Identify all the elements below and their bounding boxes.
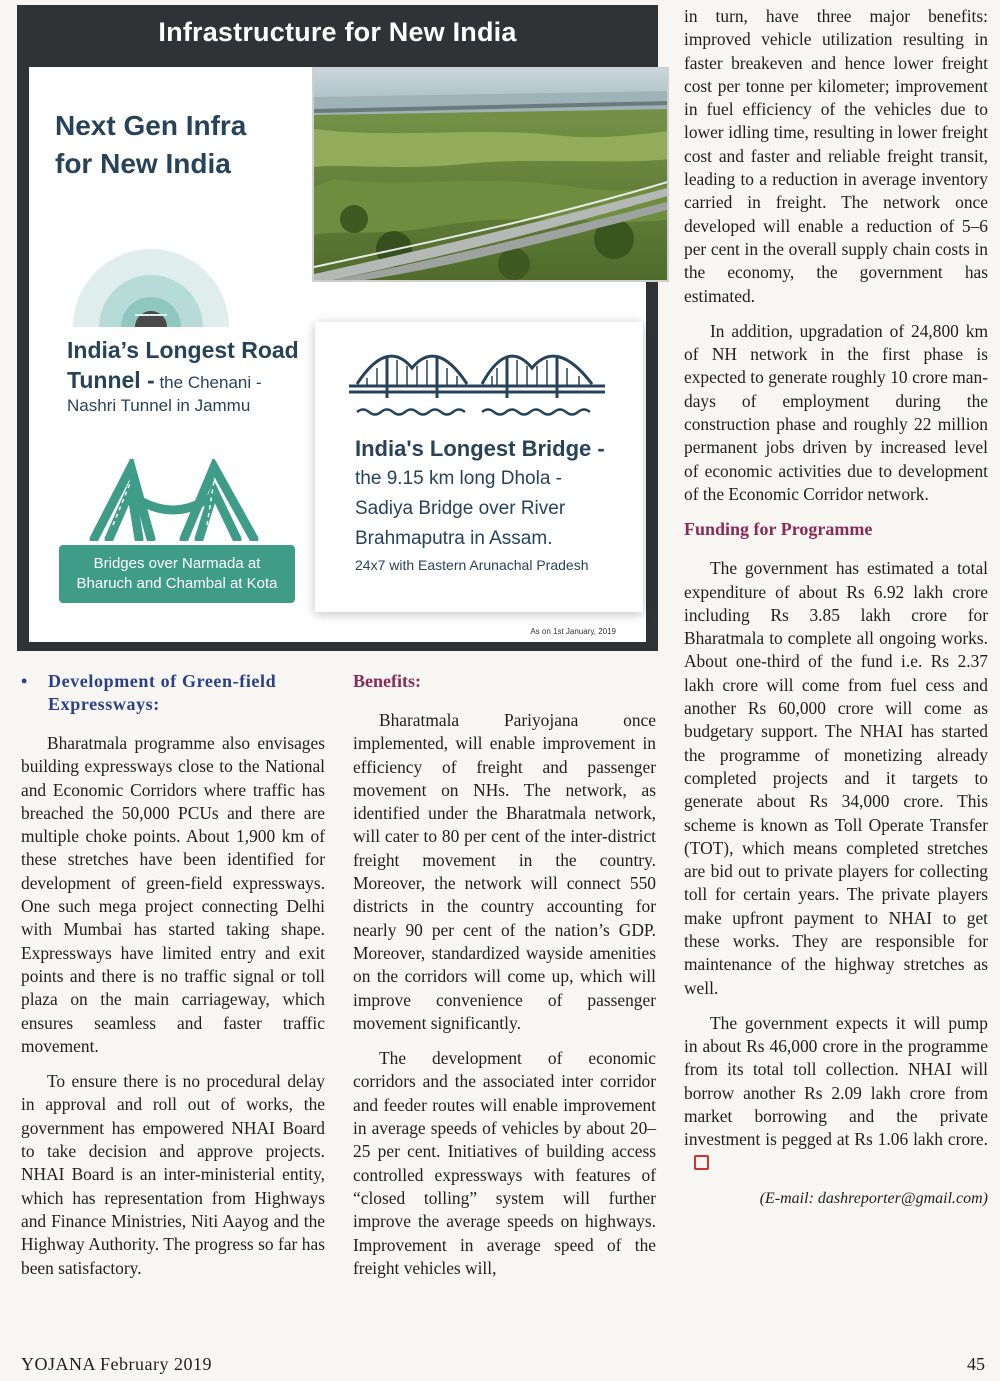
end-of-article-icon xyxy=(694,1155,709,1170)
headline-line-1: Next Gen Infra xyxy=(55,110,247,141)
paragraph: In addition, upgradation of 24,800 km of NH network in the first phase is expected to generate roughly 10 crore man-days of employment during the construction phase and roughly 22 million permanent jobs driven by increased level of economic activities due to development of the Economic Corridor network. xyxy=(684,320,988,504)
bridge-line-2: Sadiya Bridge over River xyxy=(355,498,566,519)
badge-line-1: Bridges over Narmada at xyxy=(93,555,261,572)
greenfield-heading xyxy=(21,670,325,716)
magazine-footer: YOJANA February 2019 xyxy=(21,1354,212,1374)
funding-heading: Funding for Programme xyxy=(684,519,873,540)
benefits-heading: Benefits: xyxy=(353,671,421,691)
bridge-title: India's Longest Bridge - xyxy=(355,436,605,461)
paragraph: The government has estimated a total expenditure of about Rs 6.92 lakh crore including Rs 3.85 lakh crore for Bharatmala to complete all ongoing works. About one-third of the fund i.e. Rs 2.37 lakh crore will come from fuel cess and another Rs 60,000 crore will come as budgetary support. The NHAI has started the programme of monetizing already completed projects and it targets to generate about Rs 34,000 crore. This scheme is known as Toll Operate Transfer (TOT), which means completed stretches are bid out to private players for collecting toll for certain years. The private players make upfront payment to NHAI to get these works. They are responsible for maintenance of the highway stretches as well. xyxy=(684,558,988,998)
paragraph: Bharatmala programme also envisages building expressways close to the National and Economic Corridors where traffic has breached the 50,000 PCUs and there are multiple choke points. About 1,900 km of these stretches have been identified for development of green-field expressways. One such mega project connecting Delhi with Mumbai has started taking shape. Expressways have limited entry and exit points and there is no traffic signal or toll plaza on the main carriageway, which ensures seamless and faster traffic movement. xyxy=(21,733,325,1056)
road-bridges-icon xyxy=(89,459,259,546)
as-on-date: As on 1st January, 2019 xyxy=(530,627,616,636)
column-2 xyxy=(353,670,656,1292)
column-3 xyxy=(684,5,988,1210)
bridge-note: 24x7 with Eastern Arunachal Pradesh xyxy=(355,557,589,573)
badge-line-2: Bharuch and Chambal at Kota xyxy=(76,575,278,592)
suspension-bridge-icon xyxy=(347,338,607,433)
tunnel-title-line-1: India’s Longest Road xyxy=(67,337,299,363)
bridge-line-1: the 9.15 km long Dhola - xyxy=(355,468,563,489)
column-1 xyxy=(21,670,325,1292)
tunnel-caption xyxy=(67,335,327,417)
paragraph: To ensure there is no procedural delay in approval and roll out of works, the government has empowered NHAI Board to take decision and approve projects. NHAI Board is an inter-ministerial entity, which has representation from Highways and Finance Ministries, Niti Aayog and the Highway Authority. The progress so far has been satisfactory. xyxy=(21,1071,325,1278)
bridge-caption xyxy=(355,434,635,576)
tunnel-title-bold: Tunnel - xyxy=(67,367,155,393)
tunnel-icon xyxy=(71,227,231,332)
author-email[interactable]: (E-mail: dashreporter@gmail.com) xyxy=(759,1189,988,1207)
next-gen-headline xyxy=(55,107,315,183)
paragraph-last xyxy=(684,1012,988,1175)
infographic-title: Infrastructure for New India xyxy=(158,17,517,47)
bullet-point: • xyxy=(21,671,28,691)
tunnel-title-rest: the Chenani - xyxy=(154,373,262,392)
paragraph: The development of economic corridors and the associated inter corridor and feeder routes will enable improvement in average speeds of vehicles by about 20–25 per cent. Initiatives of building access controlled expressways with features of “closed tolling” system will further improve the average speeds on highways. Improvement in average speed of the freight vehicles will, xyxy=(353,1048,656,1278)
photo-illustration xyxy=(314,69,669,282)
headline-line-2: for New India xyxy=(55,148,231,179)
tunnel-subtitle: Nashri Tunnel in Jammu xyxy=(67,396,251,415)
bridges-badge xyxy=(59,545,295,603)
longest-bridge-card xyxy=(315,322,643,612)
paragraph: Bharatmala Pariyojana once implemented, will enable improvement in efficiency of freight and passenger movement on NHs. The network, as identified under the Bharatmala network, will cater to 80 per cent of the inter-district freight movement in the country. Moreover, the network will connect 550 districts in the country accounting for nearly 90 per cent of the nation’s GDP. Moreover, standardized wayside amenities on the corridors will come up, which will improve convenience of passenger movement significantly. xyxy=(353,710,656,1033)
closing-text: The government expects it will pump in about Rs 46,000 crore in the programme from its total toll collection. NHAI will borrow another Rs 2.09 lakh crore from market borrowing and the private investment is pegged at Rs 1.06 lakh crore. xyxy=(684,1012,988,1150)
greenfield-heading-text: Development of Green-field Expressways: xyxy=(48,671,277,714)
aerial-bridge-photo xyxy=(312,67,669,282)
infographic-box xyxy=(17,5,658,651)
page-number: 45 xyxy=(967,1354,985,1374)
infographic-panel xyxy=(29,67,646,642)
bridge-line-3: Brahmaputra in Assam. xyxy=(355,528,553,549)
paragraph: in turn, have three major benefits: improved vehicle utilization resulting in faster breakeven and hence lower freight cost per tonne per kilometer; improvement in fuel efficiency of the vehicles due to lower idling time, resulting in lower freight cost and faster and reliable freight transit, leading to a reduction in average inventory carried in freight. The network once developed will enable a reduction of 5–6 per cent in the overall supply chain costs in the economy, the government has estimated. xyxy=(684,6,988,306)
